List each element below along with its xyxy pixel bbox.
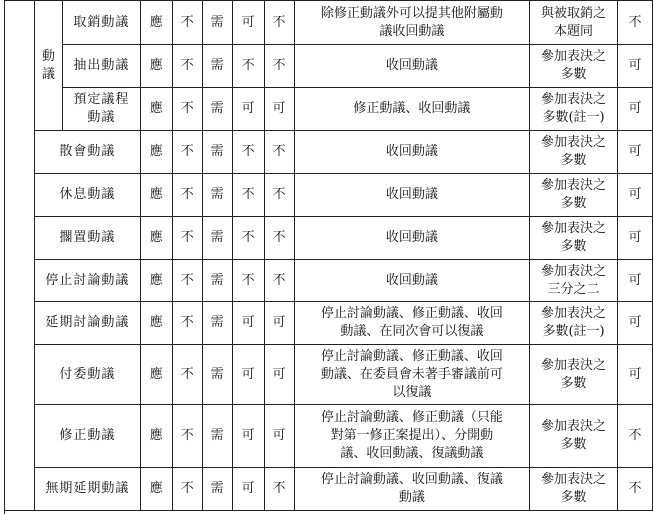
last-col-cell: 可 [617,131,652,174]
col-2-cell: 不 [172,302,202,345]
col-4-cell: 不 [232,217,264,260]
col-5-cell: 不 [264,260,294,302]
last-col-cell: 不 [617,1,652,45]
motion-name: 無期延期動議 [34,468,140,511]
col-5-cell: 可 [264,88,294,131]
table-row [5,131,653,174]
vote-requirement-cell: 參加表決之 多數 [530,345,618,405]
vote-requirement-cell: 參加表決之 多數 [530,174,618,217]
vote-requirement-cell: 參加表決之 多數(註一) [530,302,618,345]
col-5-cell: 不 [264,45,294,88]
col-5-cell: 不 [264,468,294,511]
col-5-cell: 不 [264,1,294,45]
col-4-cell: 可 [232,345,264,405]
col-2-cell: 不 [172,45,202,88]
motion-name: 散會動議 [34,131,140,174]
last-col-cell: 可 [617,174,652,217]
table-row [5,345,653,405]
motion-rules-table [4,0,653,511]
table-row [5,302,653,345]
table-row [5,217,653,260]
last-col-cell: 不 [617,468,652,511]
col-1-cell: 應 [140,88,172,131]
col-4-cell: 可 [232,405,264,468]
motion-name: 擱置動議 [34,217,140,260]
table-row [5,88,653,131]
col-3-cell: 需 [202,45,232,88]
last-col-cell: 可 [617,88,652,131]
motion-name: 延期討論動議 [34,302,140,345]
col-5-cell: 不 [264,217,294,260]
col-2-cell: 不 [172,131,202,174]
vote-requirement-cell: 參加表決之 多數 [530,468,618,511]
table-row [5,1,653,45]
col-5-cell: 可 [264,345,294,405]
table-row [5,260,653,302]
vote-requirement-cell: 參加表決之 三分之二 [530,260,618,302]
vote-requirement-cell: 參加表決之 多數 [530,131,618,174]
col-3-cell: 需 [202,88,232,131]
col-4-cell: 不 [232,131,264,174]
col-2-cell: 不 [172,88,202,131]
table-row [5,405,653,468]
col-4-cell: 不 [232,45,264,88]
vote-requirement-cell: 參加表決之 多數 [530,217,618,260]
related-motions-cell: 收回動議 [294,131,530,174]
col-1-cell: 應 [140,1,172,45]
motion-name: 休息動議 [34,174,140,217]
related-motions-cell: 停止討論動議、修正動議、收回 動議、在同次會可以復議 [294,302,530,345]
group-label-cell: 動 議 [34,1,62,131]
table-row [5,45,653,88]
col-3-cell: 需 [202,302,232,345]
left-margin-cell [5,1,35,511]
next-page-table-edge [4,510,653,514]
col-4-cell: 可 [232,1,264,45]
last-col-cell: 不 [617,405,652,468]
last-col-cell: 可 [617,345,652,405]
motion-name: 修正動議 [34,405,140,468]
col-4-cell: 不 [232,174,264,217]
vote-requirement-cell: 參加表決之 多數 [530,45,618,88]
col-5-cell: 不 [264,174,294,217]
col-4-cell: 可 [232,468,264,511]
col-5-cell: 不 [264,131,294,174]
last-col-cell: 可 [617,217,652,260]
related-motions-cell: 停止討論動議、收回動議、復議 動議 [294,468,530,511]
col-5-cell: 可 [264,302,294,345]
vote-requirement-cell: 與被取銷之 本題同 [530,1,618,45]
col-1-cell: 應 [140,345,172,405]
table-row [5,174,653,217]
col-2-cell: 不 [172,174,202,217]
col-3-cell: 需 [202,131,232,174]
motion-name: 抽出動議 [62,45,140,88]
related-motions-cell: 停止討論動議、修正動議（只能 對第一修正案提出）、分開動 議、收回動議、復議動議 [294,405,530,468]
col-2-cell: 不 [172,345,202,405]
table-row [5,468,653,511]
related-motions-cell: 收回動議 [294,174,530,217]
related-motions-cell: 修正動議、收回動議 [294,88,530,131]
col-1-cell: 應 [140,45,172,88]
motion-name: 預定議程 動議 [62,88,140,131]
related-motions-cell: 除修正動議外可以提其他附屬動 議收回動議 [294,1,530,45]
motion-name: 付委動議 [34,345,140,405]
motion-name: 取銷動議 [62,1,140,45]
col-1-cell: 應 [140,217,172,260]
col-3-cell: 需 [202,174,232,217]
vote-requirement-cell: 參加表決之 多數 [530,405,618,468]
vote-requirement-cell: 參加表決之 多數(註一) [530,88,618,131]
related-motions-cell: 停止討論動議、修正動議、收回 動議、在委員會未著手審議前可 以復議 [294,345,530,405]
last-col-cell: 可 [617,302,652,345]
col-1-cell: 應 [140,174,172,217]
col-3-cell: 需 [202,260,232,302]
col-2-cell: 不 [172,468,202,511]
col-3-cell: 需 [202,217,232,260]
related-motions-cell: 收回動議 [294,260,530,302]
col-3-cell: 需 [202,345,232,405]
col-3-cell: 需 [202,468,232,511]
col-2-cell: 不 [172,260,202,302]
col-5-cell: 可 [264,405,294,468]
motion-name: 停止討論動議 [34,260,140,302]
col-1-cell: 應 [140,468,172,511]
col-1-cell: 應 [140,405,172,468]
col-3-cell: 需 [202,405,232,468]
last-col-cell: 可 [617,45,652,88]
col-4-cell: 可 [232,88,264,131]
col-3-cell: 需 [202,1,232,45]
col-1-cell: 應 [140,131,172,174]
related-motions-cell: 收回動議 [294,45,530,88]
col-1-cell: 應 [140,302,172,345]
col-2-cell: 不 [172,405,202,468]
col-2-cell: 不 [172,217,202,260]
col-4-cell: 可 [232,302,264,345]
col-4-cell: 不 [232,260,264,302]
last-col-cell: 可 [617,260,652,302]
col-2-cell: 不 [172,1,202,45]
col-1-cell: 應 [140,260,172,302]
related-motions-cell: 收回動議 [294,217,530,260]
